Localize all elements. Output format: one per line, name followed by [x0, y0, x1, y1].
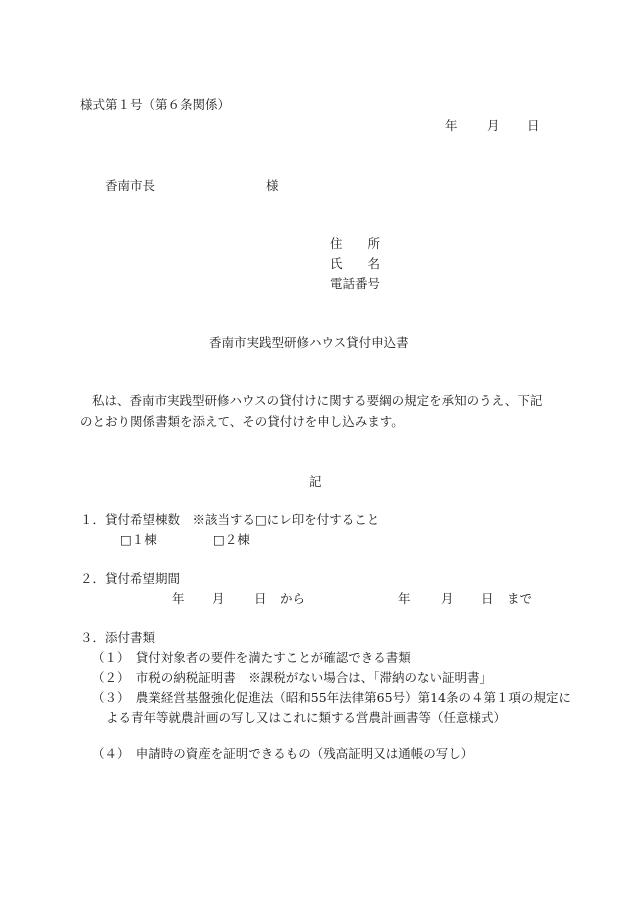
document-title: 香南市実践型研修ハウス貸付申込書 [209, 335, 409, 350]
section2-heading: ２．貸付希望期間 [80, 571, 181, 586]
form-number: 様式第１号（第６条関係） [80, 97, 231, 112]
applicant-name-label: 氏 名 [330, 256, 381, 271]
body-text: 私は、香南市実践型研修ハウスの貸付けに関する要綱の規定を承知のうえ、下記のとおり関係書類を添えて、その貸付けを申し込みます。 [80, 393, 543, 429]
period-from-year: 年 [172, 591, 185, 606]
period-to-day: 日 [481, 591, 494, 606]
attachment-item-3: （３） 農業経営基盤強化促進法（昭和55年法律第65号）第14条の４第１項の規定による青年等就農計画の写し又はこれに類する営農計画書等（任意様式） [92, 690, 571, 725]
period-from-month: 月 [212, 591, 225, 606]
applicant-phone-label: 電話番号 [330, 276, 381, 291]
period-to-suffix: まで [507, 591, 533, 606]
addressee-honorific: 様 [266, 178, 279, 193]
section3-heading: ３．添付書類 [80, 630, 156, 645]
period-to-month: 月 [441, 591, 454, 606]
section1-option-1: □１棟 [120, 532, 157, 547]
date-month: 月 [487, 118, 500, 133]
period-from-day: 日 [254, 591, 267, 606]
addressee-name: 香南市長 [105, 178, 156, 193]
attachment-item-1: （１） 貸付対象者の要件を満たすことが確認できる書類 [92, 650, 411, 665]
ki-marker: 記 [309, 474, 322, 489]
applicant-address-label: 住 所 [330, 236, 381, 251]
section1-heading: １．貸付希望棟数 ※該当する□にレ印を付すること [80, 512, 380, 527]
date-year: 年 [445, 118, 458, 133]
section1-option-2: □２棟 [213, 532, 250, 547]
date-day: 日 [527, 118, 540, 133]
attachment-item-4: （４） 申請時の資産を証明できるもの（残高証明又は通帳の写し） [92, 746, 474, 761]
period-from-suffix: から [280, 591, 306, 606]
period-to-year: 年 [398, 591, 411, 606]
attachment-item-2: （２） 市税の納税証明書 ※課税がない場合は、「滞納のない証明書」 [92, 670, 493, 685]
